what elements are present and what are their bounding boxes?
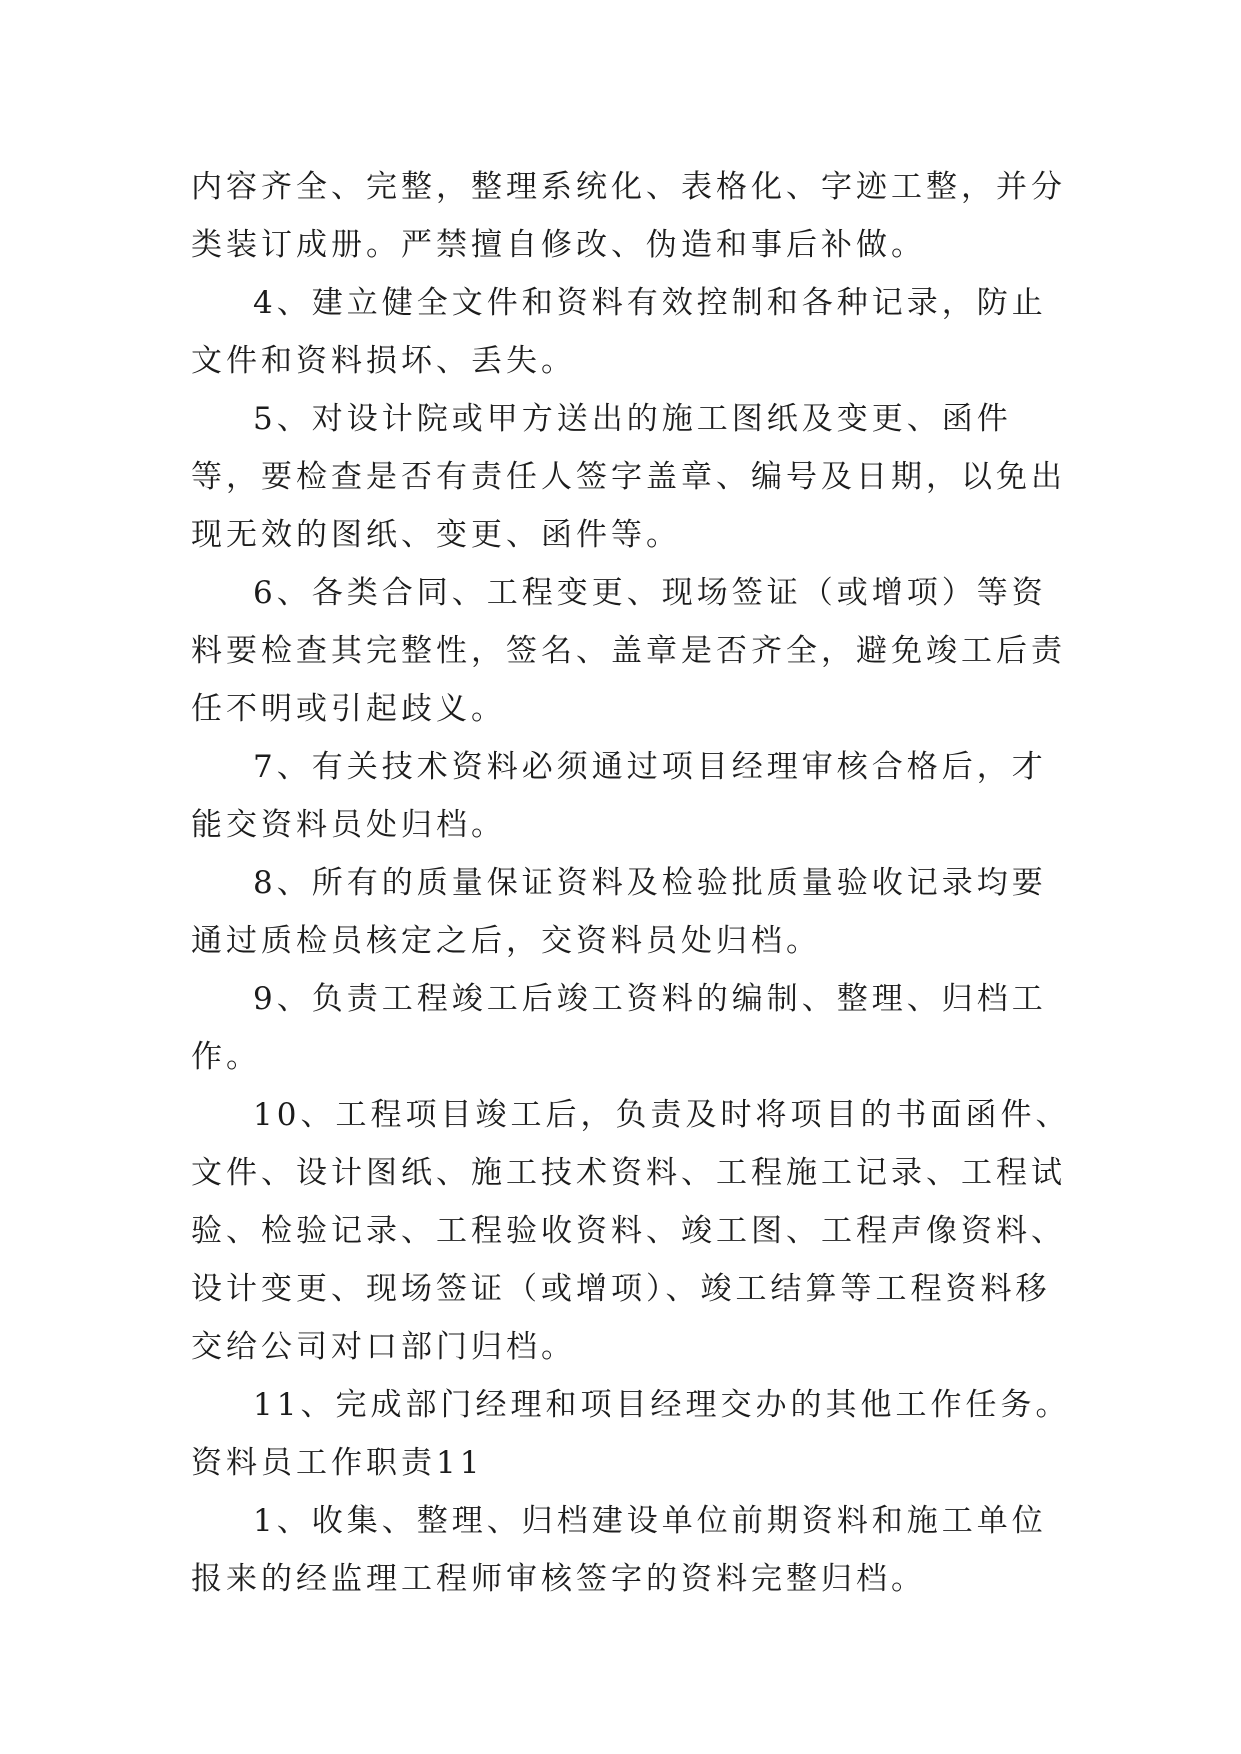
document-body bbox=[191, 158, 1071, 1608]
paragraph-item-5: 5、对设计院或甲方送出的施工图纸及变更、函件等，要检查是否有责任人签字盖章、编号及日期，以免出现无效的图纸、变更、函件等。 bbox=[191, 401, 1066, 553]
paragraph-item-11: 11、完成部门经理和项目经理交办的其他工作任务。 bbox=[253, 1387, 1071, 1423]
paragraph-item-8: 8、所有的质量保证资料及检验批质量验收记录均要通过质检员核定之后，交资料员处归档。 bbox=[191, 865, 1047, 959]
paragraph-item-4: 4、建立健全文件和资料有效控制和各种记录，防止文件和资料损坏、丢失。 bbox=[191, 285, 1047, 379]
paragraph-item-10: 10、工程项目竣工后，负责及时将项目的书面函件、文件、设计图纸、施工技术资料、工程施工记录、工程试验、检验记录、工程验收资料、竣工图、工程声像资料、设计变更、现场签证（或增项）、竣工结算等工程资料移交给公司对口部门归档。 bbox=[191, 1097, 1071, 1365]
paragraph-continuation: 内容齐全、完整，整理系统化、表格化、字迹工整，并分类装订成册。严禁擅自修改、伪造和事后补做。 bbox=[191, 169, 1066, 263]
paragraph-item-6: 6、各类合同、工程变更、现场签证（或增项）等资料要检查其完整性，签名、盖章是否齐全，避免竣工后责任不明或引起歧义。 bbox=[191, 575, 1066, 727]
paragraph-item-1: 1、收集、整理、归档建设单位前期资料和施工单位报来的经监理工程师审核签字的资料完整归档。 bbox=[191, 1503, 1047, 1597]
paragraph-item-7: 7、有关技术资料必须通过项目经理审核合格后，才能交资料员处归档。 bbox=[191, 749, 1047, 843]
paragraph-item-9: 9、负责工程竣工后竣工资料的编制、整理、归档工作。 bbox=[191, 981, 1047, 1075]
section-heading: 资料员工作职责11 bbox=[191, 1445, 484, 1481]
